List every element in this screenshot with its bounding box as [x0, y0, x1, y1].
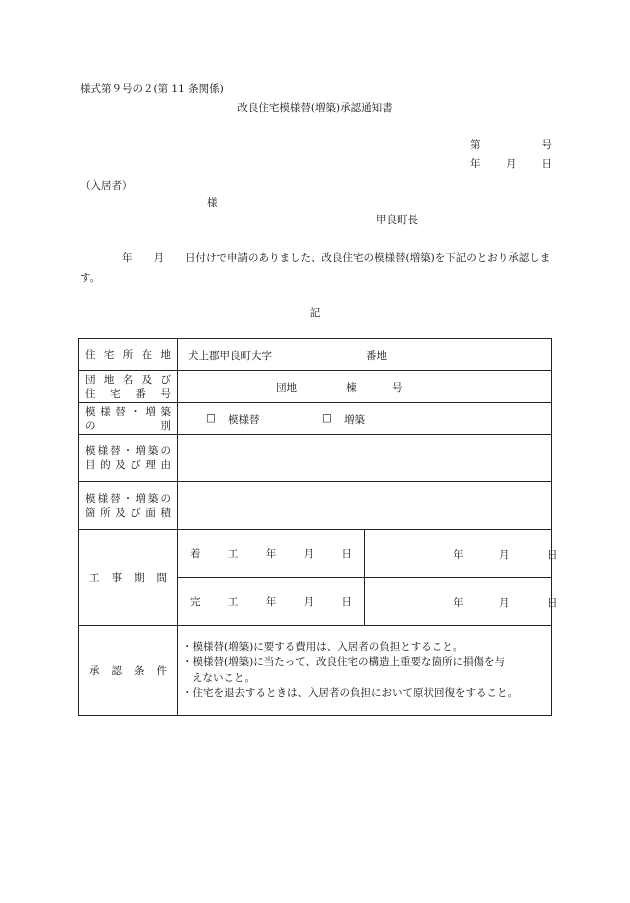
checkbox-extension[interactable]: □: [322, 411, 332, 424]
start-year: 年: [453, 548, 464, 561]
place-label: 模 様 替 ・ 増 築 の 箇 所 及 び 面 積: [79, 482, 178, 530]
row-type: [79, 403, 552, 435]
row-danchi: [79, 371, 552, 403]
end-date[interactable]: [365, 578, 558, 626]
date-month: 月: [506, 158, 517, 170]
row-start: [79, 530, 552, 578]
start-day: 日: [547, 548, 558, 561]
start-label: 着 工 年 月 日: [178, 530, 365, 578]
condition-2-cont: えないこと。: [192, 671, 255, 684]
danchi-cell: [178, 371, 552, 403]
address-value: 犬上郡甲良町大字: [188, 349, 272, 362]
place-cell[interactable]: [178, 482, 552, 530]
date-day: 日: [541, 158, 552, 170]
gou-text: 号: [392, 381, 403, 394]
conditions-cell: [178, 626, 552, 716]
no-suffix: 号: [541, 139, 552, 151]
row-conditions: [79, 626, 552, 716]
purpose-label: 模 様 替 ・ 増 築 の 目 的 及 び 理 由: [79, 435, 178, 482]
end-month: 月: [499, 596, 510, 609]
conditions-list: [182, 636, 547, 706]
start-date[interactable]: [365, 530, 558, 578]
condition-2: ・模様替(増築)に当たって、改良住宅の構造上重要な箇所に損傷を与: [182, 656, 505, 668]
resident-label: （入居者）: [80, 180, 133, 192]
condition-1: ・模様替(増築)に要する費用は、入居者の負担とすること。: [182, 640, 464, 653]
address-banchi: 番地: [366, 349, 387, 362]
option-remodel: 模様替: [228, 413, 260, 426]
checkbox-remodel[interactable]: □: [206, 411, 216, 424]
danchi-label: 団 地 名 及 び 住 宅 番 号: [79, 371, 178, 403]
conditions-label: 承 認 条 件: [79, 626, 178, 716]
purpose-cell[interactable]: [178, 435, 552, 482]
address-label-text: 住 宅 所 在 地: [85, 348, 171, 361]
date-year: 年: [470, 158, 481, 170]
start-month: 月: [499, 548, 510, 561]
type-cell: [178, 403, 552, 435]
period-label: 工 事 期 間: [79, 530, 178, 626]
approval-table: [78, 338, 558, 716]
document-title: 改良住宅模様替(増築)承認通知書: [237, 102, 393, 114]
row-place: [79, 482, 552, 530]
danchi-text: 団地: [276, 381, 297, 394]
address-cell: [178, 339, 552, 371]
condition-3: ・住宅を退去するときは、入居者の負担において原状回復をすること。: [182, 687, 518, 699]
end-year: 年: [453, 596, 464, 609]
option-extension: 増築: [344, 413, 365, 426]
row-address: [79, 339, 552, 371]
end-day: 日: [547, 596, 558, 609]
issuer: 甲良町長: [376, 214, 418, 226]
form-number: 様式第９号の２(第 11 条関係): [80, 83, 224, 95]
type-label: 模 様 替 ・ 増 築 の 別: [79, 403, 178, 435]
tou-text: 棟: [346, 381, 357, 394]
row-purpose: [79, 435, 552, 482]
no-prefix: 第: [470, 139, 481, 151]
address-label: [79, 339, 178, 371]
body-text: 年 月 日付けで申請のありました、改良住宅の模様替(増築)を下記のとおり承認します。: [80, 252, 551, 284]
ki-heading: 記: [309, 307, 321, 319]
end-label: 完 工 年 月 日: [178, 578, 365, 626]
honorific: 様: [207, 197, 218, 209]
